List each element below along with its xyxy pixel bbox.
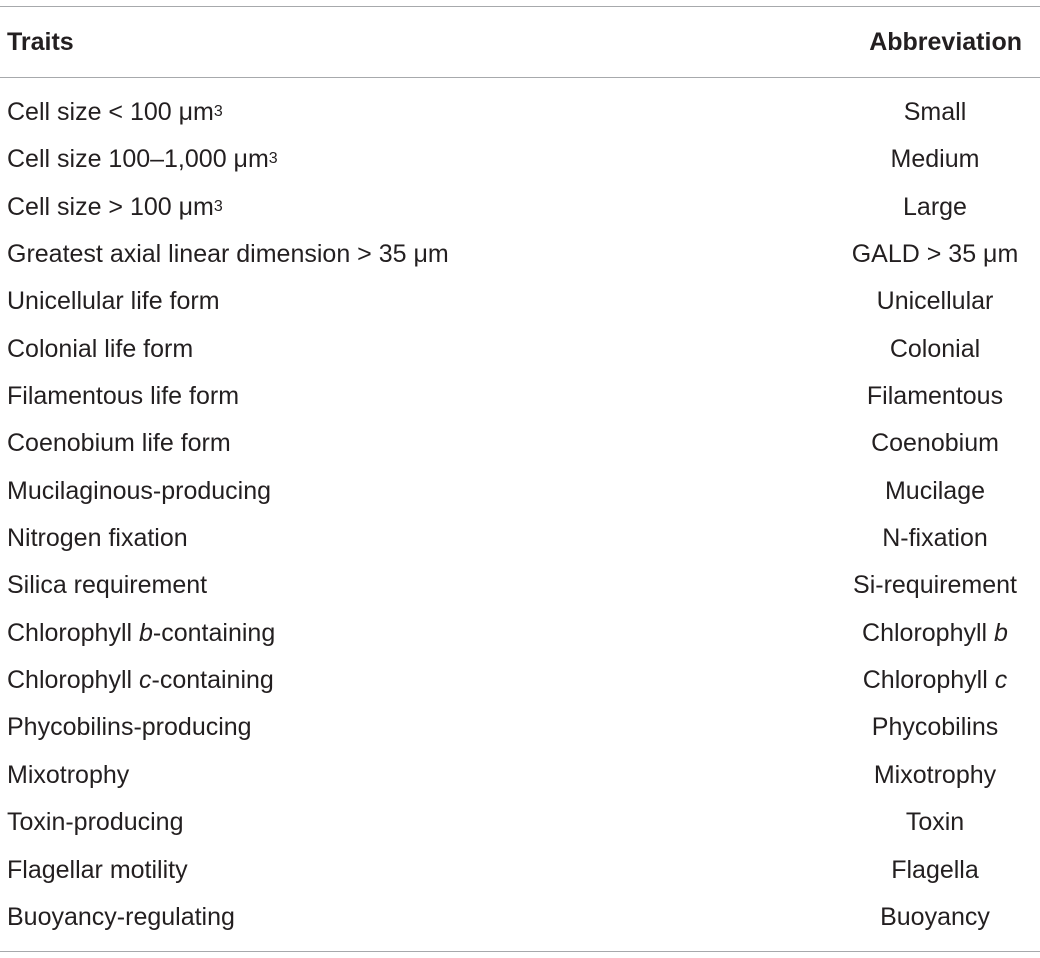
trait-cell <box>7 420 231 467</box>
table-row <box>0 704 1040 751</box>
trait-italic-text: b <box>139 618 153 647</box>
trait-text: Phycobilins-producing <box>7 713 252 742</box>
table-row <box>0 420 1040 467</box>
abbreviation-text: Filamentous <box>866 382 1004 411</box>
table-row <box>0 326 1040 373</box>
trait-text: Colonial life form <box>7 334 194 363</box>
abbreviation-cell <box>830 657 1040 704</box>
table-row <box>0 894 1040 941</box>
trait-text: Chlorophyll <box>7 666 140 695</box>
header-traits: Traits <box>7 28 74 56</box>
abbreviation-text: Flagella <box>891 855 979 884</box>
trait-cell <box>7 184 223 231</box>
abbreviation-text: Colonial <box>889 334 981 363</box>
trait-cell <box>7 562 207 609</box>
abbreviation-cell <box>830 326 1040 373</box>
trait-italic-text: c <box>139 666 152 695</box>
trait-text: Filamentous life form <box>7 382 240 411</box>
abbreviation-text: Chlorophyll <box>862 618 995 647</box>
table-row <box>0 184 1040 231</box>
trait-text: Cell size < 100 μm <box>7 98 214 126</box>
trait-text: Unicellular life form <box>7 287 220 316</box>
table-row <box>0 562 1040 609</box>
trait-cell <box>7 468 271 515</box>
abbreviation-text: Medium <box>890 145 980 174</box>
abbreviation-cell <box>830 420 1040 467</box>
table-row <box>0 515 1040 562</box>
table-row <box>0 89 1040 136</box>
abbreviation-text: N-fixation <box>882 524 988 553</box>
trait-cell <box>7 136 278 183</box>
abbreviation-cell <box>830 704 1040 751</box>
trait-cell <box>7 799 184 846</box>
abbreviation-cell <box>830 610 1040 657</box>
trait-text: Flagellar motility <box>7 855 188 884</box>
table-row <box>0 799 1040 846</box>
abbreviation-text: Large <box>903 192 967 221</box>
table-row <box>0 231 1040 278</box>
trait-cell <box>7 326 193 373</box>
trait-superscript: 3 <box>213 103 223 120</box>
abbreviation-cell <box>830 373 1040 420</box>
trait-cell <box>7 515 188 562</box>
trait-suffix-text: -containing <box>152 618 276 647</box>
table-row <box>0 136 1040 183</box>
trait-text: Coenobium life form <box>7 429 231 458</box>
trait-text: Mixotrophy <box>7 760 130 789</box>
abbreviation-text: Buoyancy <box>880 902 990 931</box>
abbreviation-cell <box>830 136 1040 183</box>
abbreviation-italic-text: c <box>994 666 1008 695</box>
trait-superscript: 3 <box>268 150 278 168</box>
abbreviation-text: Chlorophyll <box>862 666 995 695</box>
abbreviation-cell <box>830 468 1040 515</box>
abbreviation-text: Toxin <box>905 808 965 837</box>
abbreviation-cell <box>830 278 1040 325</box>
table-row <box>0 373 1040 420</box>
trait-cell <box>7 89 223 136</box>
table-row <box>0 847 1040 894</box>
abbreviation-text: Mucilage <box>884 476 986 505</box>
trait-text: Cell size 100–1,000 μm <box>7 145 269 174</box>
trait-cell <box>7 278 220 325</box>
trait-text: Buoyancy-regulating <box>7 902 235 931</box>
trait-cell <box>7 657 274 704</box>
table-row <box>0 657 1040 704</box>
abbreviation-italic-text: b <box>994 618 1008 647</box>
abbreviation-cell <box>830 515 1040 562</box>
abbreviation-text: Unicellular <box>876 287 994 316</box>
table-header-row <box>0 22 1040 62</box>
table-row <box>0 610 1040 657</box>
abbreviation-text: Small <box>903 98 967 126</box>
table-body <box>0 89 1040 941</box>
trait-superscript: 3 <box>213 197 223 215</box>
table-bottom-rule <box>0 951 1040 952</box>
trait-text: Cell size > 100 μm <box>7 192 214 221</box>
abbreviation-text: Si-requirement <box>853 571 1017 600</box>
abbreviation-cell <box>830 184 1040 231</box>
abbreviation-cell <box>830 752 1040 799</box>
abbreviation-text: Coenobium <box>871 429 999 458</box>
abbreviation-cell <box>830 894 1040 941</box>
trait-cell <box>7 231 449 278</box>
table-header-rule <box>0 77 1040 78</box>
table-row <box>0 752 1040 799</box>
abbreviation-cell <box>830 847 1040 894</box>
trait-cell <box>7 704 252 751</box>
abbreviation-text: Phycobilins <box>871 713 999 742</box>
trait-text: Mucilaginous-producing <box>7 476 272 505</box>
abbreviation-cell <box>830 89 1040 136</box>
table-top-rule <box>0 6 1040 7</box>
trait-cell <box>7 752 129 799</box>
table-row <box>0 468 1040 515</box>
trait-text: Greatest axial linear dimension > 35 μm <box>7 240 449 269</box>
trait-text: Silica requirement <box>7 571 208 600</box>
trait-text: Nitrogen fixation <box>7 524 188 553</box>
abbreviation-cell <box>830 562 1040 609</box>
abbreviation-text: Mixotrophy <box>873 760 997 789</box>
trait-cell <box>7 373 239 420</box>
abbreviation-cell <box>830 799 1040 846</box>
trait-cell <box>7 847 188 894</box>
abbreviation-text: GALD > 35 μm <box>851 240 1019 269</box>
trait-text: Chlorophyll <box>7 618 140 647</box>
trait-cell <box>7 610 275 657</box>
trait-text: Toxin-producing <box>7 808 184 837</box>
header-abbreviation: Abbreviation <box>869 28 1022 56</box>
trait-cell <box>7 894 235 941</box>
abbreviation-cell <box>830 231 1040 278</box>
trait-suffix-text: -containing <box>151 666 274 695</box>
table-row <box>0 278 1040 325</box>
